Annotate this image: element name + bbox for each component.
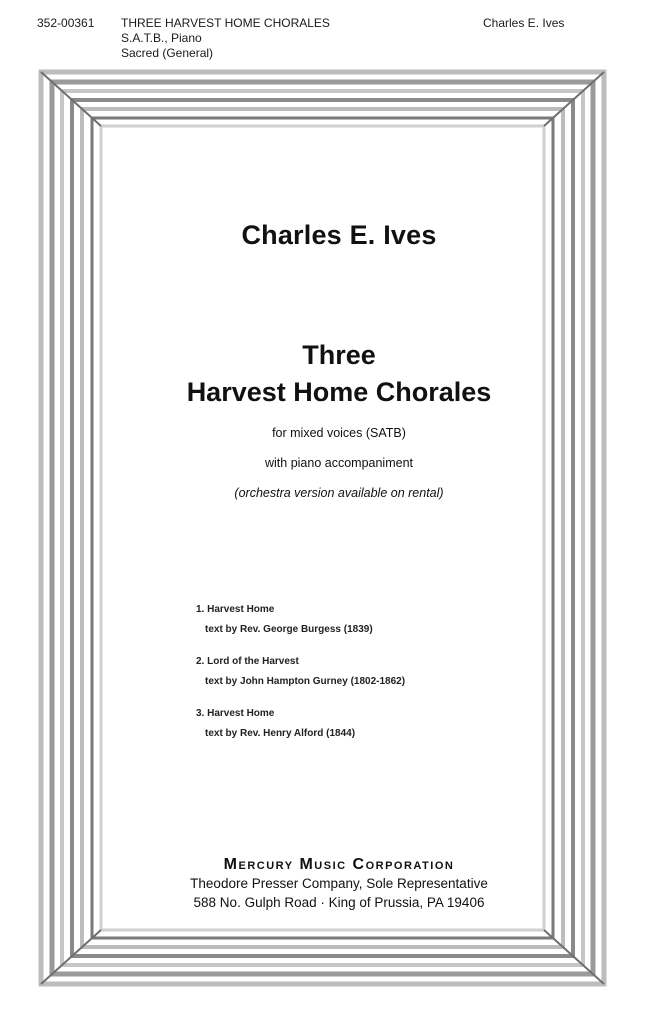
item-title: 3. Harvest Home	[196, 708, 275, 719]
cover-composer: Charles E. Ives	[241, 220, 437, 250]
contents-list	[196, 604, 405, 760]
representative-line: Theodore Presser Company, Sole Representative	[190, 876, 488, 891]
header-composer: Charles E. Ives	[483, 16, 565, 30]
title-line1: Three	[302, 340, 376, 370]
item-title: 2. Lord of the Harvest	[196, 656, 299, 667]
publisher-name: Mercury Music Corporation	[223, 856, 455, 873]
item-text: text by Rev. Henry Alford (1844)	[205, 728, 356, 739]
item-text: text by Rev. George Burgess (1839)	[205, 624, 373, 635]
list-item	[196, 604, 405, 635]
list-item	[196, 656, 405, 687]
voices-note: for mixed voices (SATB)	[272, 426, 406, 440]
address-line: 588 No. Gulph Road · King of Prussia, PA 19406	[193, 895, 485, 910]
header-title: THREE HARVEST HOME CHORALES	[121, 16, 330, 30]
orchestra-note: (orchestra version available on rental)	[234, 486, 444, 500]
item-text: text by John Hampton Gurney (1802-1862)	[205, 676, 406, 687]
item-title: 1. Harvest Home	[196, 604, 275, 615]
title-line2: Harvest Home Chorales	[186, 377, 492, 407]
list-item	[196, 708, 405, 739]
header-category: Sacred (General)	[121, 46, 214, 60]
catalog-number: 352-00361	[37, 16, 95, 30]
header-voicing: S.A.T.B., Piano	[121, 31, 202, 45]
accompaniment-note: with piano accompaniment	[265, 456, 413, 470]
